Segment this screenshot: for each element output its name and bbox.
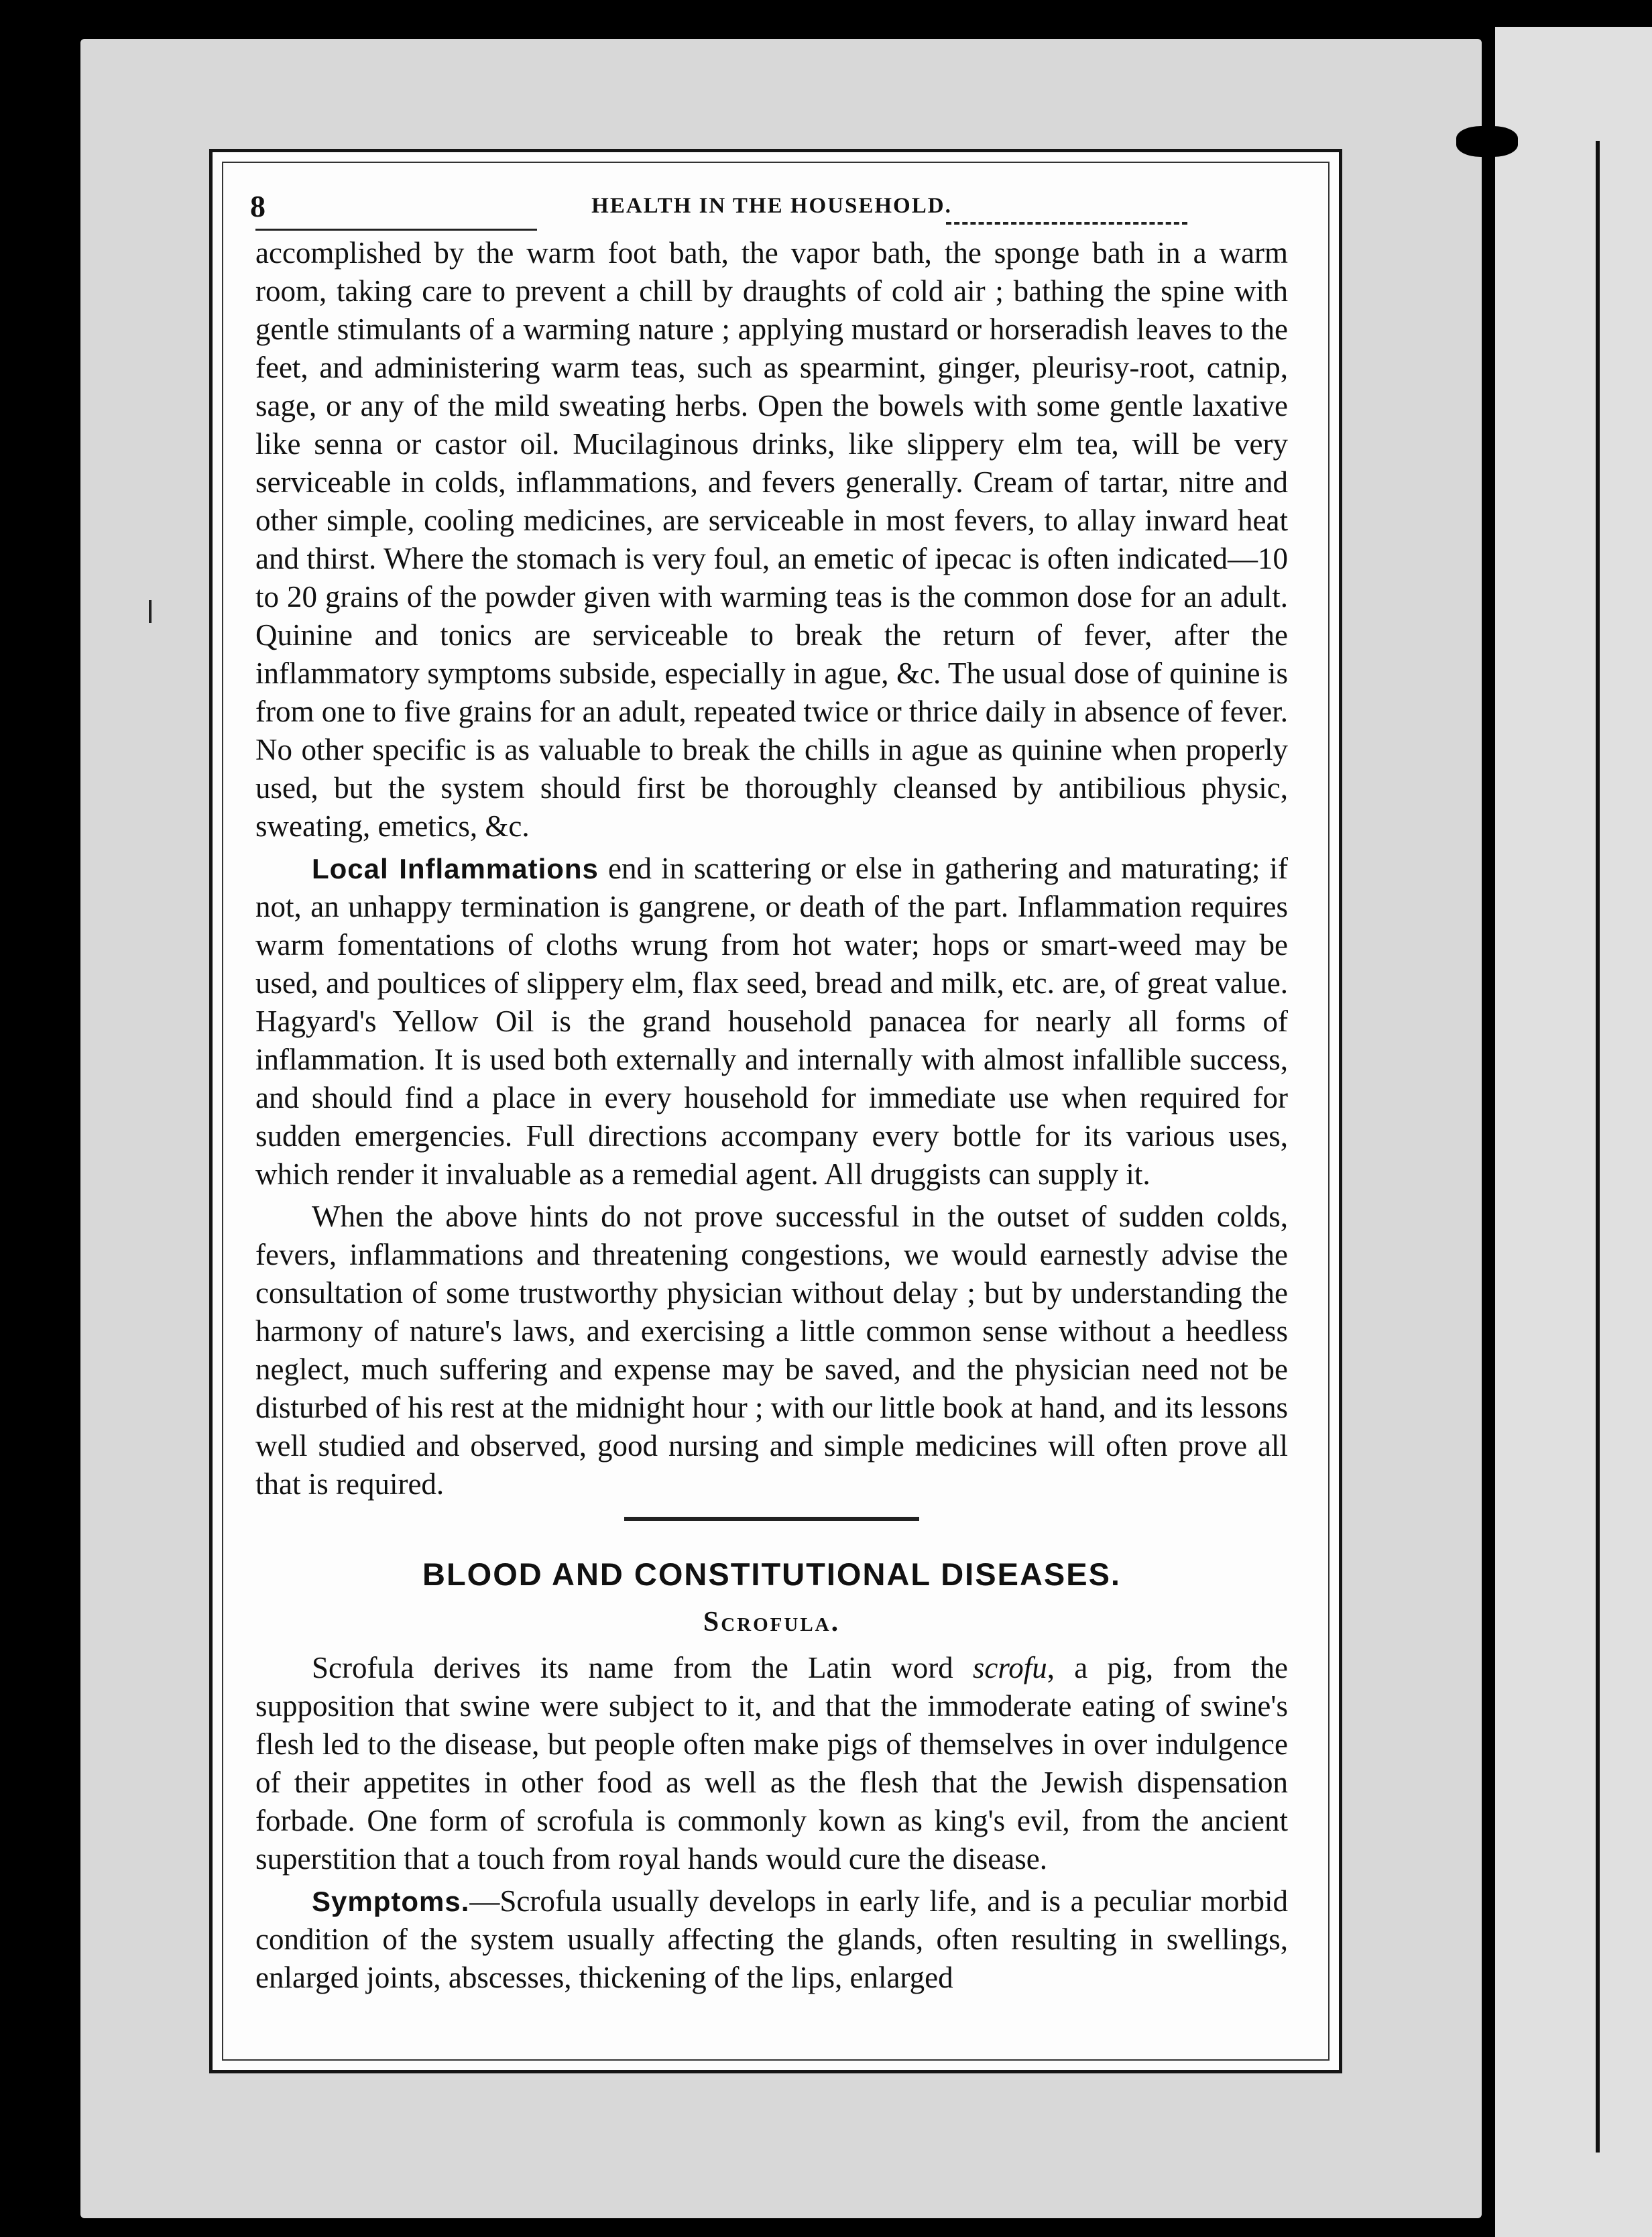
running-header — [250, 187, 1288, 234]
section-title: BLOOD AND CONSTITUTIONAL DISEASES. — [422, 1556, 1121, 1592]
paragraph-advice: When the above hints do not prove successful in the outset of sudden colds, fevers, inflammations and threatening congestions, we would earnestly advise the consultation of some trustworthy physician without delay ; but by understanding the harmony of nature's laws, and exercising a little common sense without a heedless neglect, much suffering and expense may be saved, and the physician need not be disturbed of his rest at the midnight hour ; with our little book at hand, and its lessons well studied and observed, good nursing and simple medicines will often prove all that is required. — [255, 1200, 1288, 1501]
page-content — [250, 187, 1288, 1997]
run-in-heading: Local Inflammations — [312, 853, 599, 884]
binding-hole-mark — [1456, 126, 1518, 157]
paragraph-body: end in scattering or else in gathering and maturating; if not, an unhappy termination is gangrene, or death of the part. Inflammation requires warm fomentations of cloths wrung from hot water; hops or smart-weed may be used, and poultices of slippery elm, flax seed, bread and milk, etc. are, of great value. Hagyard's Yellow Oil is the grand household panacea for nearly all forms of inflammation. It is used both externally and internally with almost infallible success, and should find a place in every household for immediate use when required for sudden emergencies. Full directions accompany every bottle for its various uses, which render it invaluable as a remedial agent. All druggists can supply it. — [255, 852, 1288, 1191]
section-divider — [624, 1517, 919, 1521]
adjacent-page-edge — [1495, 27, 1652, 2237]
paragraph-scrofula — [255, 1649, 1288, 1878]
adjacent-page-rule — [1596, 141, 1600, 2153]
header-dashed-rule — [946, 222, 1187, 227]
page-border-frame — [209, 149, 1342, 2073]
paragraph-body: Scrofula derives its name from the Latin word — [312, 1651, 973, 1684]
latin-term: scrofu — [972, 1651, 1047, 1684]
run-in-heading: Symptoms. — [312, 1886, 470, 1917]
page-number: 8 — [250, 189, 266, 223]
subsection-title: Scrofula. — [703, 1607, 841, 1638]
paragraph-body: , a pig, from the supposition that swine were subject to it, and that the immoderate eating of swine's flesh led to the disease, but people often make pigs of themselves in over indulgence of their appetites in other food as well as the flesh that the Jewish dispensation forbade. One form of scrofula is commonly kown as king's evil, from the ancient superstition that a touch from royal hands would cure the disease. — [255, 1651, 1288, 1876]
margin-tick-mark — [149, 600, 152, 623]
running-head-title: HEALTH IN THE HOUSEHOLD. — [591, 194, 952, 218]
paragraph-body: —Scrofula usually develops in early life, and is a peculiar morbid condition of the system usually affecting the glands, often resulting in swellings, enlarged joints, abscesses, thickening of the lips, enlarged — [255, 1884, 1288, 1994]
paragraph-symptoms — [255, 1882, 1288, 1997]
header-rule — [255, 229, 537, 231]
paragraph-continuation: accomplished by the warm foot bath, the vapor bath, the sponge bath in a warm room, taking care to prevent a chill by draughts of cold air ; bathing the spine with gentle stimulants of a warming nature ; applying mustard or horseradish leaves to the feet, and administering warm teas, such as spearmint, ginger, pleurisy-root, catnip, sage, or any of the mild sweating herbs. Open the bowels with some gentle laxative like senna or castor oil. Mucilaginous drinks, like slippery elm tea, will be very serviceable in colds, inflammations, and fevers generally. Cream of tartar, nitre and other simple, cooling medicines, are serviceable in most fevers, to allay inward heat and thirst. Where the stomach is very foul, an emetic of ipecac is often indicated—10 to 20 grains of the powder given with warming teas is the common dose for an adult. Quinine and tonics are serviceable to break the return of fever, after the inflammatory symptoms subside, especially in ague, &c. The usual dose of quinine is from one to five grains for an adult, repeated twice or thrice daily in absence of fever. No other specific is as valuable to break the chills in ague as quinine when properly used, but the system should first be thoroughly cleansed by antibilious physic, sweating, emetics, &c. — [255, 236, 1288, 843]
paragraph-local-inflammations — [255, 850, 1288, 1194]
